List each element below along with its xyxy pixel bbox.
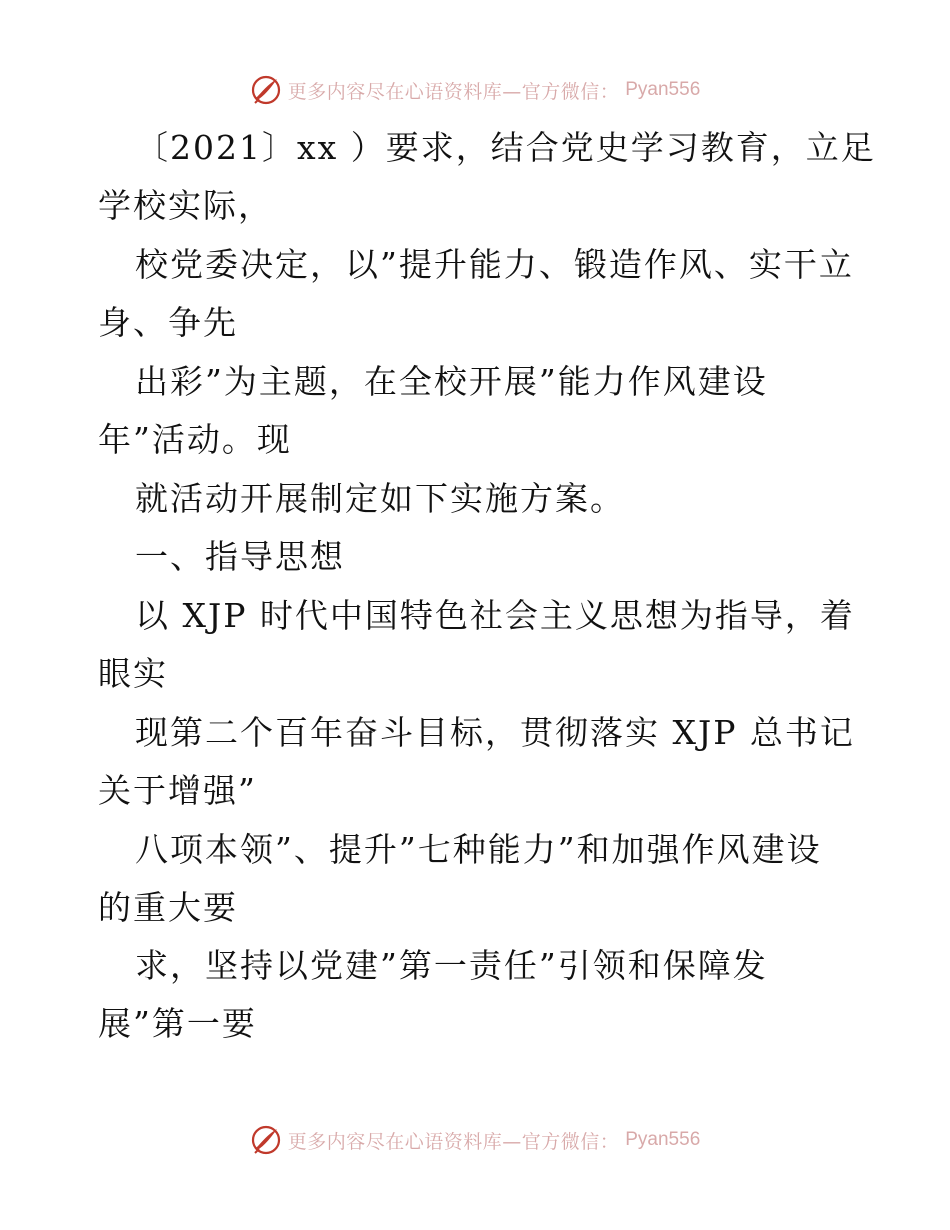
- watermark-wechat-id: Pyan556: [625, 79, 701, 100]
- section-heading: 一、指导思想: [135, 537, 345, 576]
- text-line: 关于增强”: [98, 771, 257, 810]
- text-line: 学校实际，: [98, 186, 273, 225]
- text-line: 求，坚持以党建”第一责任”引领和保障发: [135, 946, 768, 985]
- text-line: 〔2021〕xx ）要求，结合党史学习教育，立足: [135, 128, 876, 167]
- quill-pen-logo-icon: [250, 1124, 282, 1156]
- text-line: 眼实: [98, 654, 168, 693]
- quill-pen-logo-icon: [250, 74, 282, 106]
- text-line: 以 XJP 时代中国特色社会主义思想为指导，着: [135, 596, 855, 635]
- text-line: 现第二个百年奋斗目标，贯彻落实 XJP 总书记: [135, 713, 855, 752]
- text-line: 校党委决定，以”提升能力、锻造作风、实干立: [135, 245, 854, 284]
- text-line: 就活动开展制定如下实施方案。: [135, 479, 625, 518]
- watermark-text: 更多内容尽在心语资料库—官方微信：: [287, 80, 620, 103]
- text-line: 出彩”为主题，在全校开展”能力作风建设: [135, 362, 768, 401]
- text-line: 年”活动。现: [98, 420, 292, 459]
- header-watermark: [0, 72, 950, 108]
- text-line: 八项本领”、提升”七种能力”和加强作风建设: [135, 830, 822, 869]
- watermark-wechat-id: Pyan556: [625, 1129, 701, 1150]
- watermark-text: 更多内容尽在心语资料库—官方微信：: [287, 1130, 620, 1153]
- text-line: 的重大要: [98, 888, 238, 927]
- footer-watermark: [0, 1122, 950, 1158]
- text-line: 身、争先: [98, 303, 238, 342]
- text-line: 展”第一要: [98, 1004, 257, 1043]
